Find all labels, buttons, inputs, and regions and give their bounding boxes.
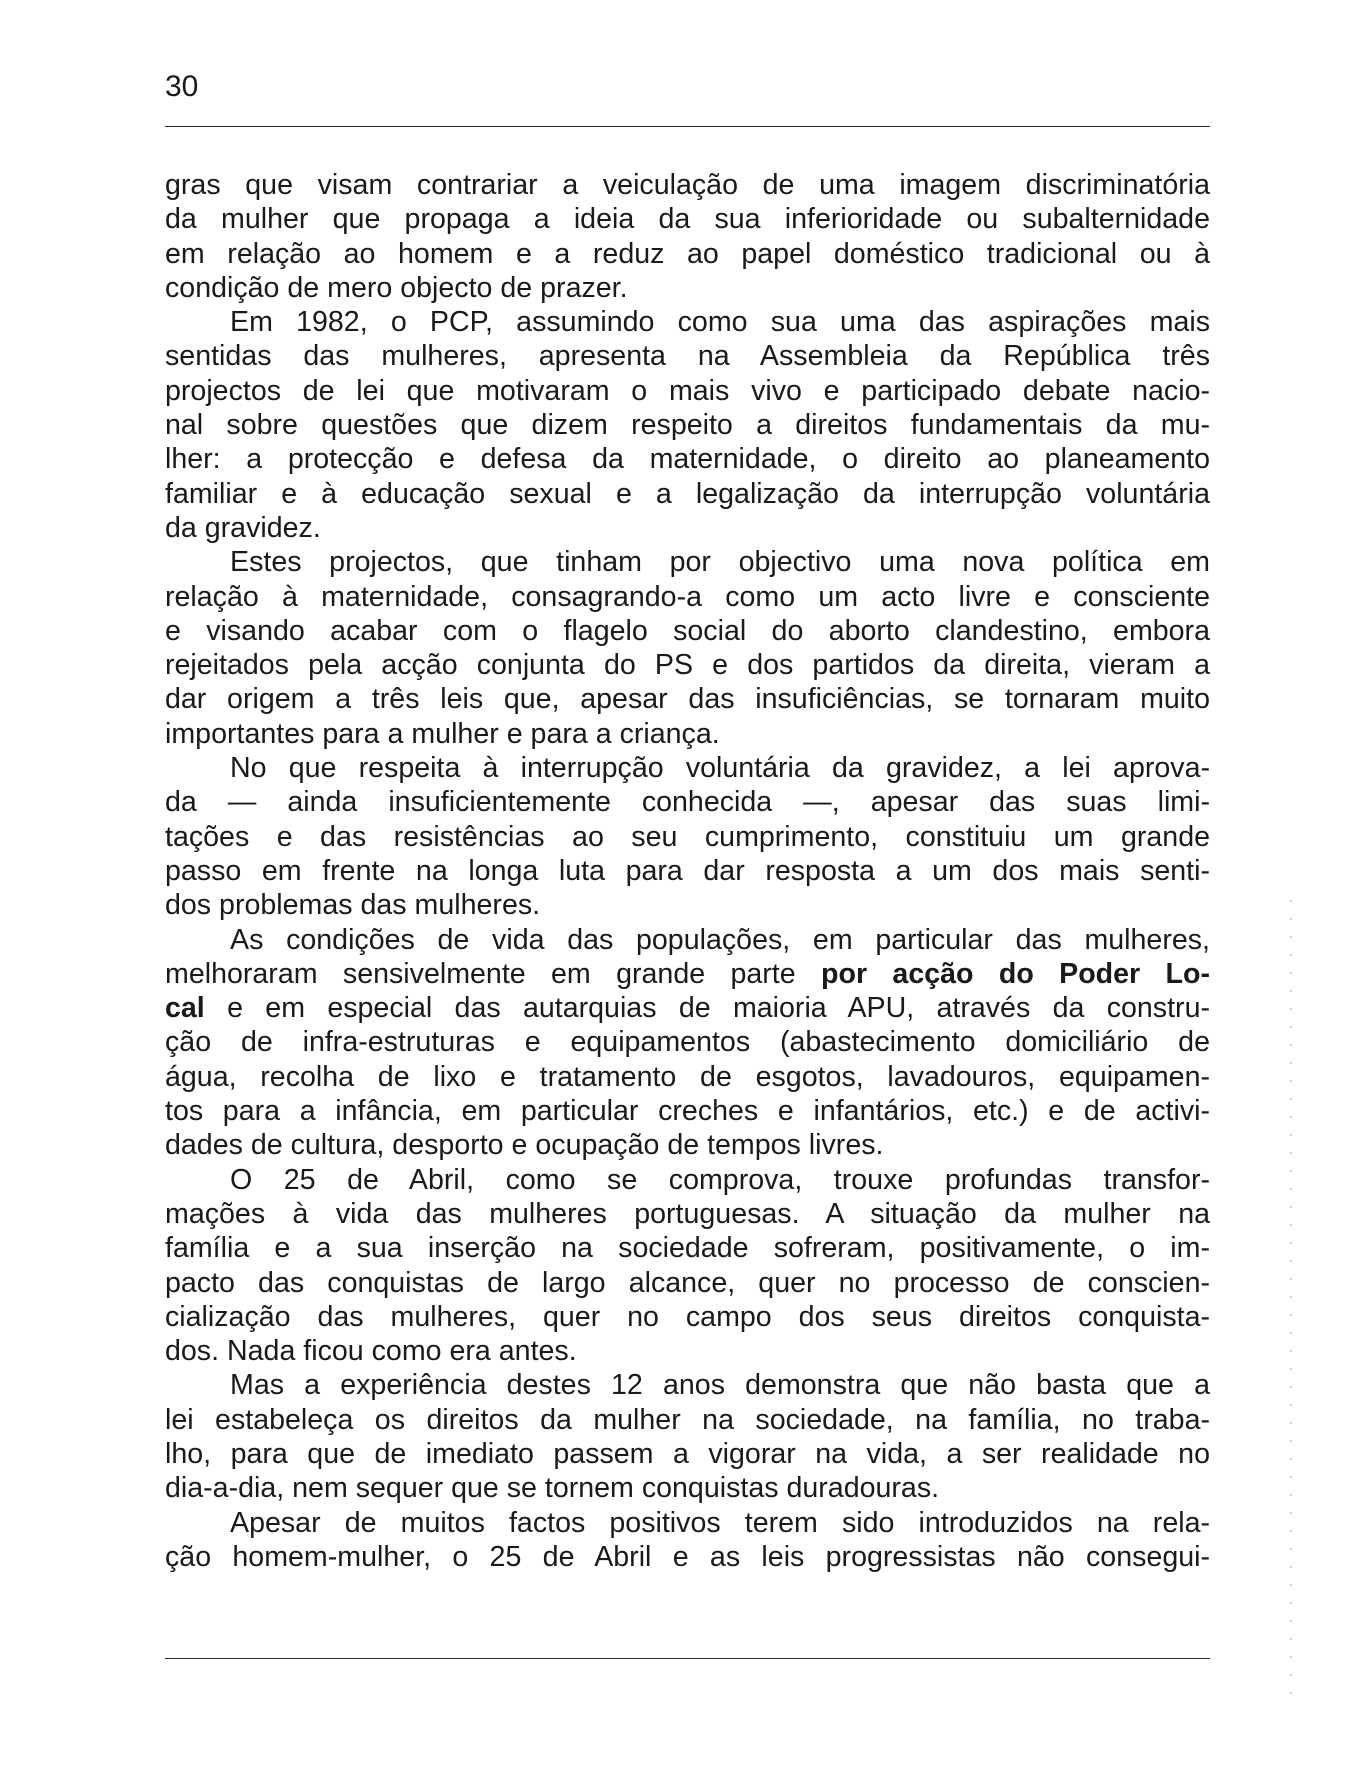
text-line: tos para a infância, em particular creches e infantários, etc.) e de activi- <box>165 1095 1210 1128</box>
text-line: da — ainda insuficientemente conhecida —, apesar das suas limi- <box>165 786 1210 819</box>
text-line: e visando acabar com o flagelo social do aborto clandestino, embora <box>165 614 1210 647</box>
text-line: água, recolha de lixo e tratamento de esgotos, lavadouros, equipamen- <box>165 1060 1210 1093</box>
text-run: melhoraram sensivelmente em grande parte <box>165 957 822 990</box>
text-line: nal sobre questões que dizem respeito a direitos fundamentais da mu- <box>165 409 1210 442</box>
text-line: cialização das mulheres, quer no campo dos seus direitos conquista- <box>165 1300 1210 1333</box>
text-line: passo em frente na longa luta para dar resposta a um dos mais senti- <box>165 854 1210 887</box>
footer-rule <box>165 1658 1210 1659</box>
text-line: ção de infra-estruturas e equipamentos (abastecimento domiciliário de <box>165 1026 1210 1059</box>
text-line: gras que visam contrariar a veiculação de uma imagem discriminatória <box>165 169 1210 201</box>
text-line: tações e das resistências ao seu cumprimento, constituiu um grande <box>165 820 1210 853</box>
text-line: da mulher que propaga a ideia da sua inferioridade ou subalternidade <box>165 203 1210 236</box>
text-line: família e a sua inserção na sociedade sofreram, positivamente, o im- <box>165 1232 1210 1265</box>
text-line: dos problemas das mulheres. <box>165 889 541 922</box>
text-line: lher: a protecção e defesa da maternidade, o direito ao planeamento <box>165 443 1210 476</box>
text-line: ção homem-mulher, o 25 de Abril e as leis progressistas não consegui- <box>165 1540 1210 1573</box>
text-line: No que respeita à interrupção voluntária da gravidez, a lei aprova- <box>230 752 1210 785</box>
text-line: Apesar de muitos factos positivos terem sido introduzidos na rela- <box>230 1506 1210 1539</box>
text-run: e em especial das autarquias de maioria APU, através da constru- <box>204 992 1210 1025</box>
text-line: pacto das conquistas de largo alcance, quer no processo de conscien- <box>165 1266 1210 1299</box>
text-line: Estes projectos, que tinham por objectivo uma nova política em <box>230 546 1210 579</box>
bold-text-run: cal <box>165 992 205 1025</box>
text-line: relação à maternidade, consagrando-a como um acto livre e consciente <box>165 580 1210 613</box>
text-line: familiar e à educação sexual e a legalização da interrupção voluntária <box>165 477 1210 510</box>
text-line: condição de mero objecto de prazer. <box>165 271 628 304</box>
text-line: dar origem a três leis que, apesar das insuficiências, se tornaram muito <box>165 683 1210 716</box>
text-line: sentidas das mulheres, apresenta na Assembleia da República três <box>165 340 1210 373</box>
page-number: 30 <box>165 70 199 103</box>
text-line: Em 1982, o PCP, assumindo como sua uma das aspirações mais <box>230 306 1210 339</box>
text-line: dades de cultura, desporto e ocupação de tempos livres. <box>165 1129 884 1162</box>
text-line: dia-a-dia, nem sequer que se tornem conquistas duradouras. <box>165 1472 940 1505</box>
text-line <box>165 957 1210 991</box>
text-line: lei estabeleça os direitos da mulher na sociedade, na família, no traba- <box>165 1403 1210 1436</box>
text-line: da gravidez. <box>165 511 321 544</box>
scan-edge-marks <box>1290 900 1292 1700</box>
text-line: em relação ao homem e a reduz ao papel doméstico tradicional ou à <box>165 237 1210 270</box>
text-line: lho, para que de imediato passem a vigorar na vida, a ser realidade no <box>165 1437 1210 1470</box>
text-line: projectos de lei que motivaram o mais vivo e participado debate nacio- <box>165 374 1210 407</box>
text-line: rejeitados pela acção conjunta do PS e dos partidos da direita, vieram a <box>165 649 1210 682</box>
bold-text-run: por acção do Poder Lo- <box>821 957 1210 990</box>
text-line: dos. Nada ficou como era antes. <box>165 1335 577 1368</box>
header-rule <box>165 126 1210 127</box>
text-line <box>165 991 1210 1025</box>
text-line: As condições de vida das populações, em particular das mulheres, <box>230 923 1210 956</box>
text-line: importantes para a mulher e para a criança. <box>165 717 720 750</box>
text-line: mações à vida das mulheres portuguesas. A situação da mulher na <box>165 1197 1210 1230</box>
text-line: Mas a experiência destes 12 anos demonstra que não basta que a <box>230 1369 1210 1402</box>
body-text <box>165 168 1210 1574</box>
text-line: O 25 de Abril, como se comprova, trouxe profundas transfor- <box>230 1163 1210 1196</box>
